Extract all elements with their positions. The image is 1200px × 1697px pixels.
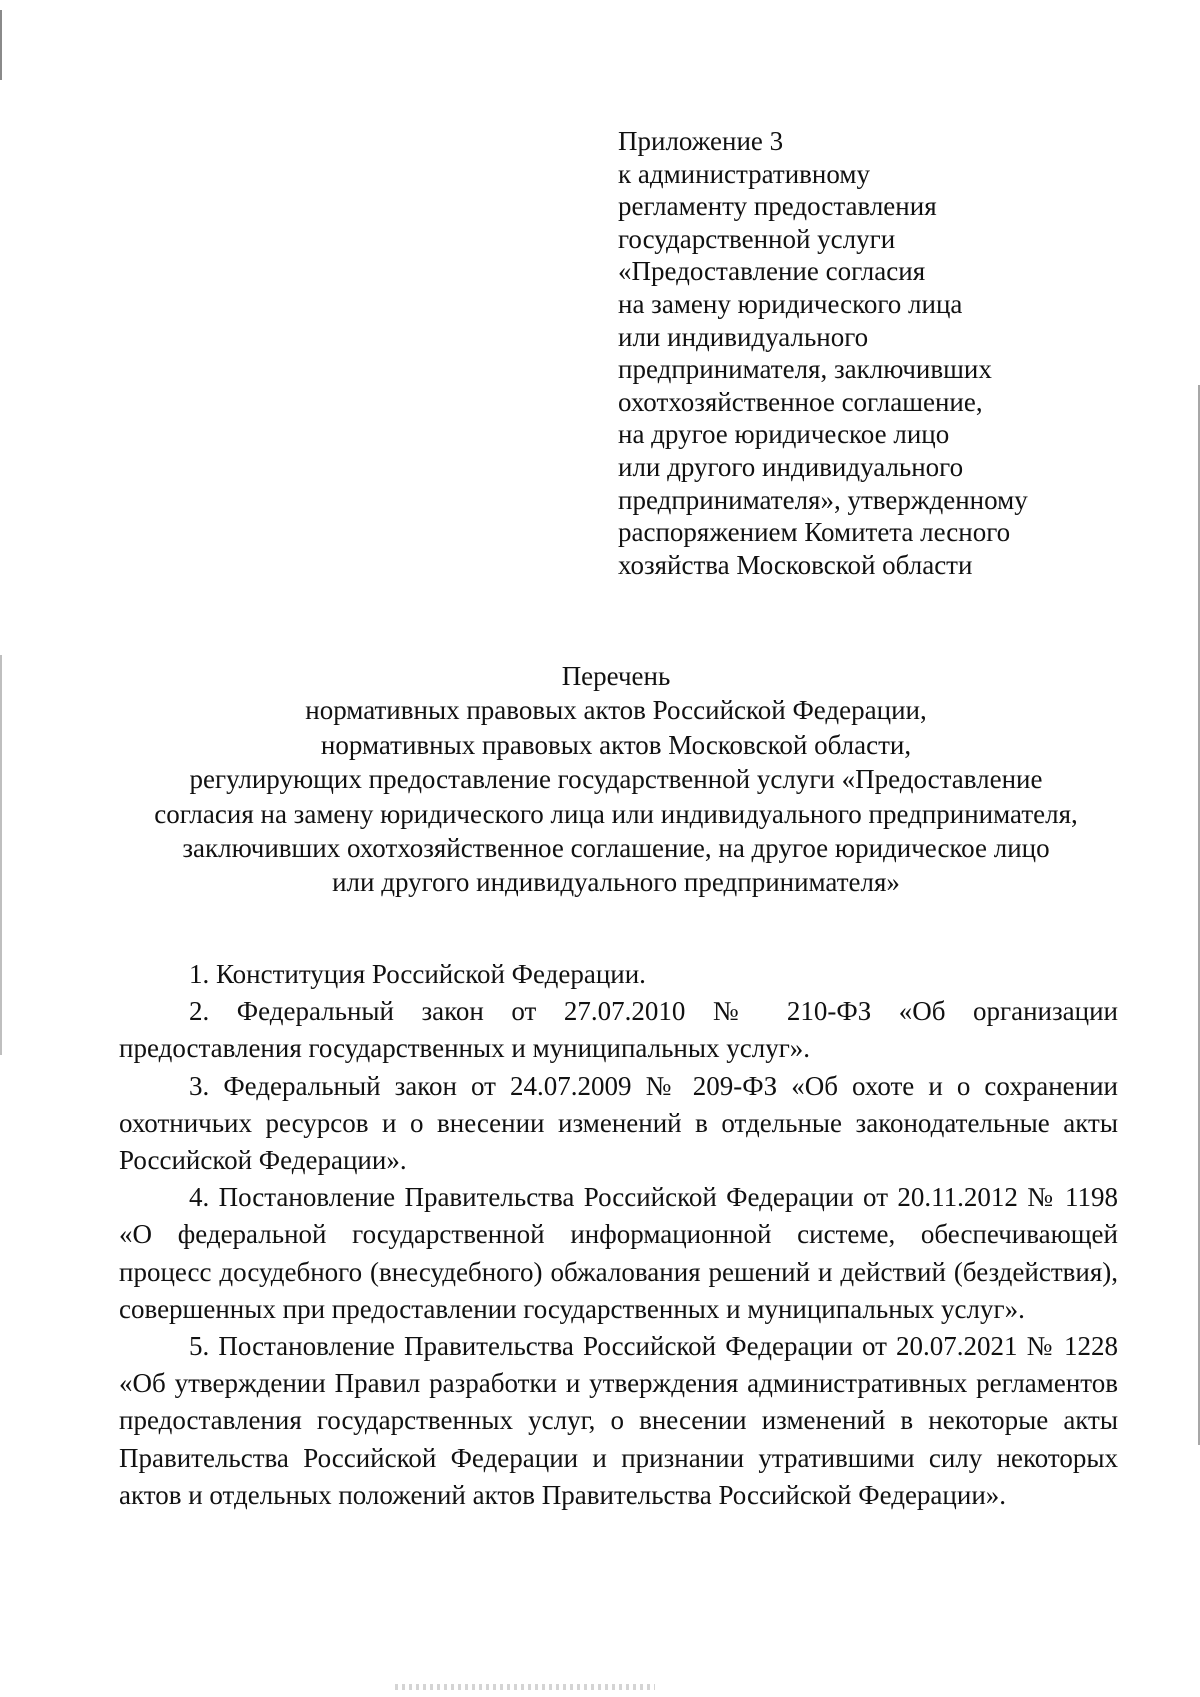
- appendix-line: Приложение 3: [618, 126, 784, 156]
- normative-acts-list: [119, 956, 1118, 1514]
- title-line: регулирующих предоставление государственной услуги «Предоставление: [189, 764, 1043, 795]
- document-title: [60, 659, 1172, 900]
- title-line: согласия на замену юридического лица или индивидуального предпринимателя,: [154, 798, 1078, 829]
- appendix-line: на замену юридического лица: [618, 288, 963, 319]
- title-line: нормативных правовых актов Московской области,: [320, 729, 912, 760]
- title-line: заключивших охотхозяйственное соглашение, на другое юридическое лицо: [182, 833, 1050, 864]
- appendix-line: хозяйства Московской области: [618, 549, 973, 580]
- scan-edge-mark: [0, 655, 2, 1055]
- list-item: 5. Постановление Правительства Российской Федерации от 20.07.2021 № 1228 «Об утверждении Правил разработки и утверждения административных регламентов предоставления государственных услуг, о внесении изменений в некоторые акты Правительства Российской Федерации и признании утратившими силу некоторых актов и отдельных положений актов Правительства Российской Федерации».: [119, 1331, 1118, 1510]
- appendix-line: охотхозяйственное соглашение,: [618, 386, 983, 417]
- appendix-line: на другое юридическое лицо: [618, 419, 950, 450]
- appendix-line: предпринимателя», утвержденному: [618, 484, 1028, 515]
- appendix-line: распоряжением Комитета лесного: [618, 517, 1011, 548]
- title-line: нормативных правовых актов Российской Федерации,: [305, 695, 927, 726]
- appendix-line: «Предоставление согласия: [618, 256, 926, 287]
- appendix-line: государственной услуги: [618, 223, 896, 254]
- list-item: 3. Федеральный закон от 24.07.2009 № 209-ФЗ «Об охоте и о сохранении охотничьих ресурсов и о внесении изменений в отдельные законодательные акты Российской Федерации».: [119, 1070, 1118, 1176]
- title-line: Перечень: [561, 661, 671, 691]
- scan-smudge: [395, 1684, 655, 1690]
- appendix-line: регламенту предоставления: [618, 191, 937, 222]
- appendix-line: или индивидуального: [618, 321, 869, 352]
- appendix-header: [618, 125, 1138, 581]
- appendix-line: к административному: [618, 158, 870, 189]
- scan-edge-mark: [0, 10, 2, 80]
- appendix-line: предпринимателя, заключивших: [618, 354, 992, 385]
- appendix-line: или другого индивидуального: [618, 451, 964, 482]
- list-item: 2. Федеральный закон от 27.07.2010 № 210-ФЗ «Об организации предоставления государственных и муниципальных услуг».: [119, 996, 1118, 1064]
- list-item: 4. Постановление Правительства Российской Федерации от 20.11.2012 № 1198 «О федеральной государственной информационной системе, обеспечивающей процесс досудебного (внесудебного) обжалования решений и действий (бездействия), совершенных при предоставлении государственных и муниципальных услуг».: [119, 1182, 1118, 1324]
- title-line: или другого индивидуального предпринимателя»: [332, 867, 900, 898]
- list-item: 1. Конституция Российской Федерации.: [189, 959, 646, 989]
